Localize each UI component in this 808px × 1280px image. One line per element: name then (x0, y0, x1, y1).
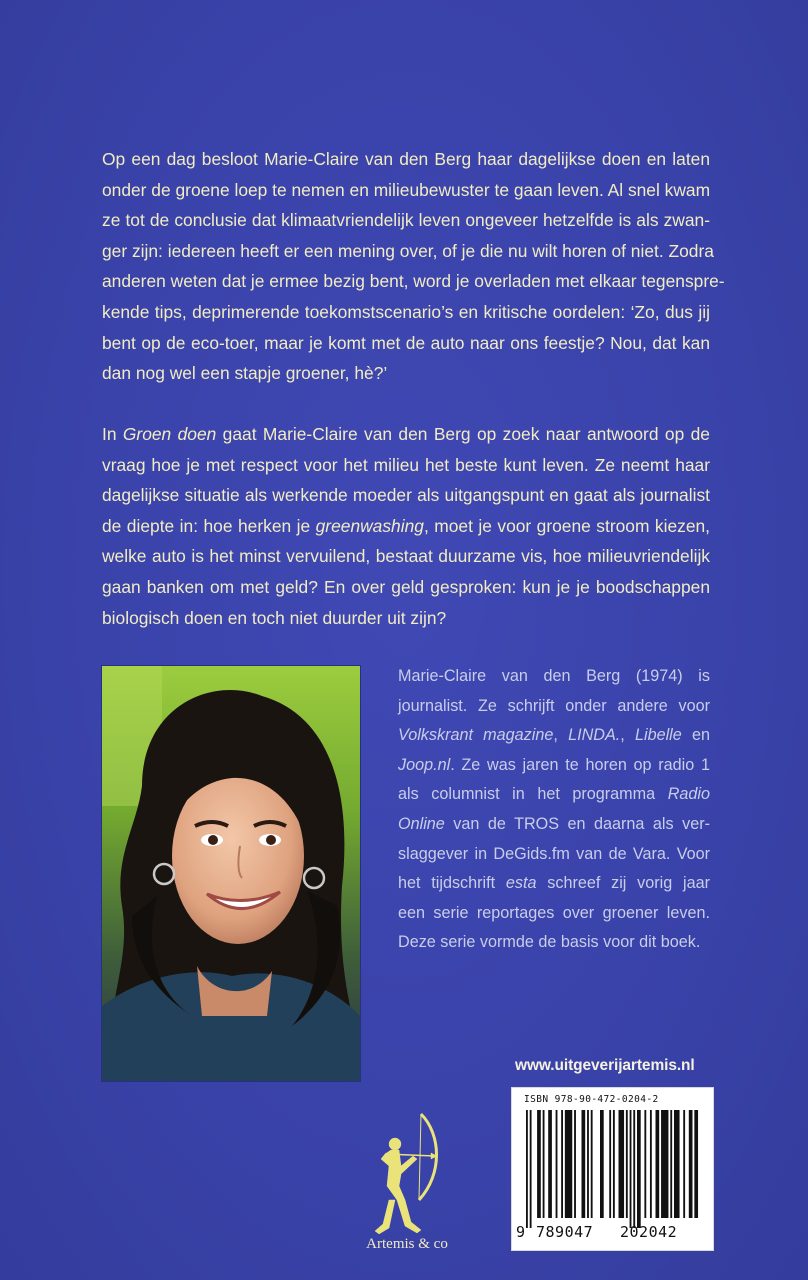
bio-text: , (553, 726, 569, 745)
bio-text: , (620, 726, 635, 745)
barcode-bar (661, 1110, 668, 1218)
bio-line: Deze serie vormde de basis voor dit boek. (398, 933, 701, 952)
publication-name: Libelle (634, 726, 682, 745)
barcode-bar (556, 1110, 558, 1218)
bio-line (398, 780, 710, 810)
book-title: Groen doen (122, 424, 217, 444)
bio-line (398, 751, 710, 781)
bio-text: en (681, 726, 710, 745)
barcode-bar (574, 1110, 576, 1218)
blurb-text: In (102, 424, 123, 444)
bio-line (398, 721, 710, 751)
blurb-line: dan nog wel een stapje groener, hè?’ (102, 363, 388, 384)
blurb-line: welke auto is het minst vervuilend, bestaat duurzame vis, hoe milieuvriendelijk (102, 546, 710, 567)
author-bio (398, 662, 710, 958)
blurb-line: kende tips, deprimerende toekomstscenario’s en kritische oordelen: ‘Zo, dus jij (102, 301, 710, 322)
barcode-bar (609, 1110, 611, 1218)
barcode-bar (548, 1110, 552, 1218)
author-photo (101, 665, 361, 1082)
barcode-bar (587, 1110, 589, 1218)
publication-name: Joop.nl (398, 755, 451, 774)
barcode-digit-group: 202042 (620, 1223, 678, 1241)
barcode-bar (674, 1110, 680, 1218)
bio-text: van de TROS en daarna als ver- (444, 814, 710, 833)
blurb-paragraph-2 (102, 419, 710, 633)
blurb-line: gaan banken om met geld? En over geld gesproken: kun je je boodschappen (102, 576, 710, 597)
barcode-bar (650, 1110, 652, 1218)
bio-line: Marie-Claire van den Berg (1974) is (398, 667, 710, 685)
blurb-line: anderen weten dat je ermee bezig bent, word je overladen met elkaar tegenspre- (102, 271, 725, 292)
isbn-label: ISBN 978-90-472-0204-2 (524, 1094, 659, 1105)
publisher-name: Artemis & co (366, 1236, 448, 1252)
bio-text: het tijdschrift (398, 874, 506, 893)
program-name: Radio (667, 785, 710, 804)
barcode-bar (543, 1110, 545, 1218)
blurb-line: ze tot de conclusie dat klimaatvriendelijk leven ongeveer hetzelfde is als zwan- (102, 210, 710, 231)
bio-text: . Ze was jaren te horen op radio 1 (450, 755, 710, 774)
barcode-bar (689, 1110, 693, 1218)
archer-logo-icon (355, 1104, 455, 1254)
barcode-bars (524, 1110, 702, 1228)
blurb-text: de diepte in: hoe herken je (102, 515, 316, 536)
barcode-bar (561, 1110, 563, 1218)
barcode-digit-group: 789047 (536, 1223, 594, 1241)
term-greenwashing: greenwashing (315, 515, 424, 536)
barcode-bar (637, 1110, 641, 1228)
publisher-url[interactable]: www.uitgeverijartemis.nl (515, 1057, 695, 1074)
barcode-bar (619, 1110, 625, 1218)
barcode-bar (626, 1110, 628, 1218)
barcode-bar (537, 1110, 541, 1218)
blurb-line: bent op de eco-toer, maar je komt met de auto naar ons feestje? Nou, dat kan (102, 332, 710, 353)
barcode-bar (630, 1110, 632, 1228)
publication-name: LINDA. (568, 726, 621, 745)
blurb-text: , moet je voor groene stroom kiezen, (423, 515, 711, 536)
barcode-bar (644, 1110, 646, 1218)
barcode-digit-first: 9 (516, 1223, 526, 1241)
bio-text: als columnist in het programma (398, 785, 668, 804)
isbn-barcode (511, 1087, 714, 1251)
blurb-line (102, 511, 710, 542)
blurb-paragraph-1 (102, 144, 725, 389)
barcode-bar (582, 1110, 586, 1218)
bio-text: schreef zij vorig jaar (536, 874, 710, 893)
barcode-bar (613, 1110, 615, 1218)
barcode-bar (670, 1110, 672, 1218)
bio-line (398, 810, 710, 840)
barcode-bar (530, 1110, 532, 1228)
barcode-bar (591, 1110, 593, 1218)
bio-line: een serie reportages over groener leven. (398, 903, 710, 922)
barcode-bar (565, 1110, 572, 1218)
bio-line (398, 869, 710, 899)
publication-name: Volkskrant magazine (398, 726, 554, 745)
barcode-bar (526, 1110, 528, 1228)
barcode-bar (656, 1110, 660, 1218)
bio-line: slaggever in DeGids.fm van de Vara. Voor (398, 844, 710, 863)
blurb-line: biologisch doen en toch niet duurder uit zijn? (102, 607, 447, 628)
blurb-line: vraag hoe je met respect voor het milieu het beste kunt leven. Ze neemt haar (102, 454, 710, 475)
barcode-bar (633, 1110, 635, 1228)
blurb-text: gaat Marie-Claire van den Berg op zoek naar antwoord op de (216, 424, 710, 444)
blurb-line: ger zijn: iedereen heeft er een mening over, of je die nu wilt horen of niet. Zodra (102, 240, 714, 261)
blurb-line: Op een dag besloot Marie-Claire van den Berg haar dagelijkse doen en laten (102, 149, 710, 169)
barcode-bar (600, 1110, 604, 1218)
program-name: Online (398, 814, 445, 833)
blurb-line (102, 419, 710, 450)
author-portrait-icon (102, 666, 360, 1081)
blurb-line: dagelijkse situatie als werkende moeder als uitgangspunt en gaat als journalist (102, 485, 710, 506)
blurb-line: onder de groene loep te nemen en milieubewuster te gaan leven. Al snel kwam (102, 179, 711, 200)
magazine-name: esta (505, 874, 537, 893)
bio-line: journalist. Ze schrijft onder andere voor (398, 696, 710, 715)
barcode-bar (694, 1110, 698, 1218)
barcode-bar (683, 1110, 685, 1218)
